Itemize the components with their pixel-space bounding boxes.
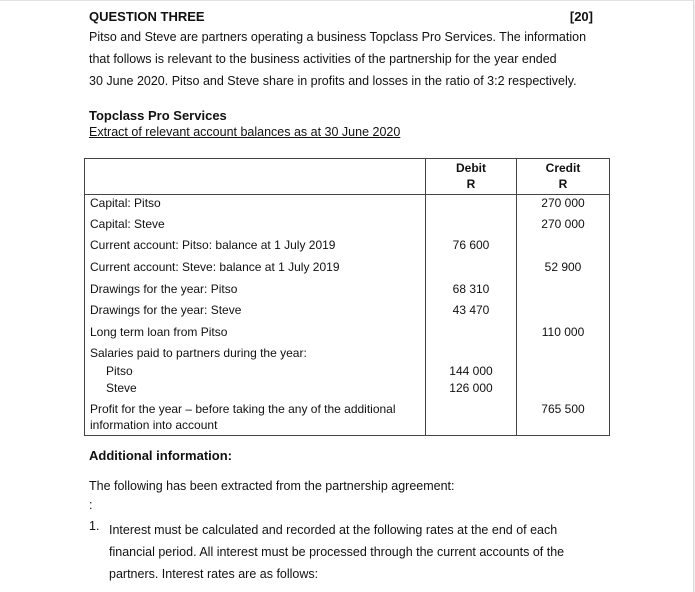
- debit-value: 126 000: [449, 381, 493, 395]
- row-label: Current account: Pitso: balance at 1 July 2019: [90, 238, 336, 252]
- row-label: Long term loan from Pitso: [90, 325, 228, 339]
- row-label: Drawings for the year: Steve: [90, 303, 242, 317]
- intro-line: that follows is relevant to the business activities of the partnership for the year ended: [89, 52, 557, 66]
- debit-value: 76 600: [452, 238, 490, 252]
- credit-label: Credit: [545, 161, 581, 175]
- list-item: [109, 519, 589, 585]
- row-label: Current account: Steve: balance at 1 July 2019: [90, 260, 340, 274]
- debit-value: 43 470: [452, 303, 490, 317]
- debit-column: [426, 195, 517, 436]
- description-column: [85, 195, 426, 436]
- row-label: Pitso: [106, 364, 133, 378]
- intro-line: Pitso and Steve are partners operating a business Topclass Pro Services. The information: [89, 30, 587, 44]
- intro-line: 30 June 2020. Pitso and Steve share in profits and losses in the ratio of 3:2 respectively.: [89, 74, 577, 88]
- list-number: 1.: [89, 519, 100, 533]
- debit-value: 144 000: [449, 364, 493, 378]
- debit-value: 68 310: [452, 282, 490, 296]
- debit-currency: R: [466, 177, 476, 191]
- question-title: QUESTION THREE: [89, 9, 205, 24]
- credit-value: 270 000: [541, 196, 585, 210]
- credit-header: [517, 159, 610, 195]
- colon-text: :: [89, 498, 93, 512]
- question-header: [89, 9, 593, 24]
- row-label: Steve: [106, 381, 137, 395]
- extracted-text: The following has been extracted from the partnership agreement:: [89, 479, 455, 493]
- list-line: partners. Interest rates are as follows:: [109, 567, 319, 581]
- row-label: Capital: Steve: [90, 217, 165, 231]
- credit-value: 110 000: [541, 325, 585, 339]
- question-marks: [20]: [569, 9, 593, 24]
- credit-currency: R: [558, 177, 568, 191]
- extract-title: Extract of relevant account balances as at 30 June 2020: [89, 125, 401, 139]
- row-label: Capital: Pitso: [90, 196, 161, 210]
- debit-header: [426, 159, 517, 195]
- list-line: financial period. All interest must be processed through the current accounts of the: [109, 545, 565, 559]
- credit-value: 765 500: [541, 402, 585, 416]
- credit-column: [517, 195, 610, 436]
- company-name: Topclass Pro Services: [89, 108, 227, 123]
- row-label: information into account: [90, 418, 218, 432]
- row-label: Profit for the year – before taking the any of the additional: [90, 402, 396, 416]
- balances-table: [84, 158, 610, 436]
- credit-value: 270 000: [541, 217, 585, 231]
- row-label: Drawings for the year: Pitso: [90, 282, 238, 296]
- additional-info-title: Additional information:: [89, 448, 232, 463]
- list-line: Interest must be calculated and recorded at the following rates at the end of each: [109, 523, 558, 537]
- header-blank-cell: [85, 159, 426, 195]
- credit-value: 52 900: [544, 260, 582, 274]
- debit-label: Debit: [456, 161, 486, 175]
- intro-paragraph: [89, 26, 609, 92]
- row-label: Salaries paid to partners during the year:: [90, 346, 307, 360]
